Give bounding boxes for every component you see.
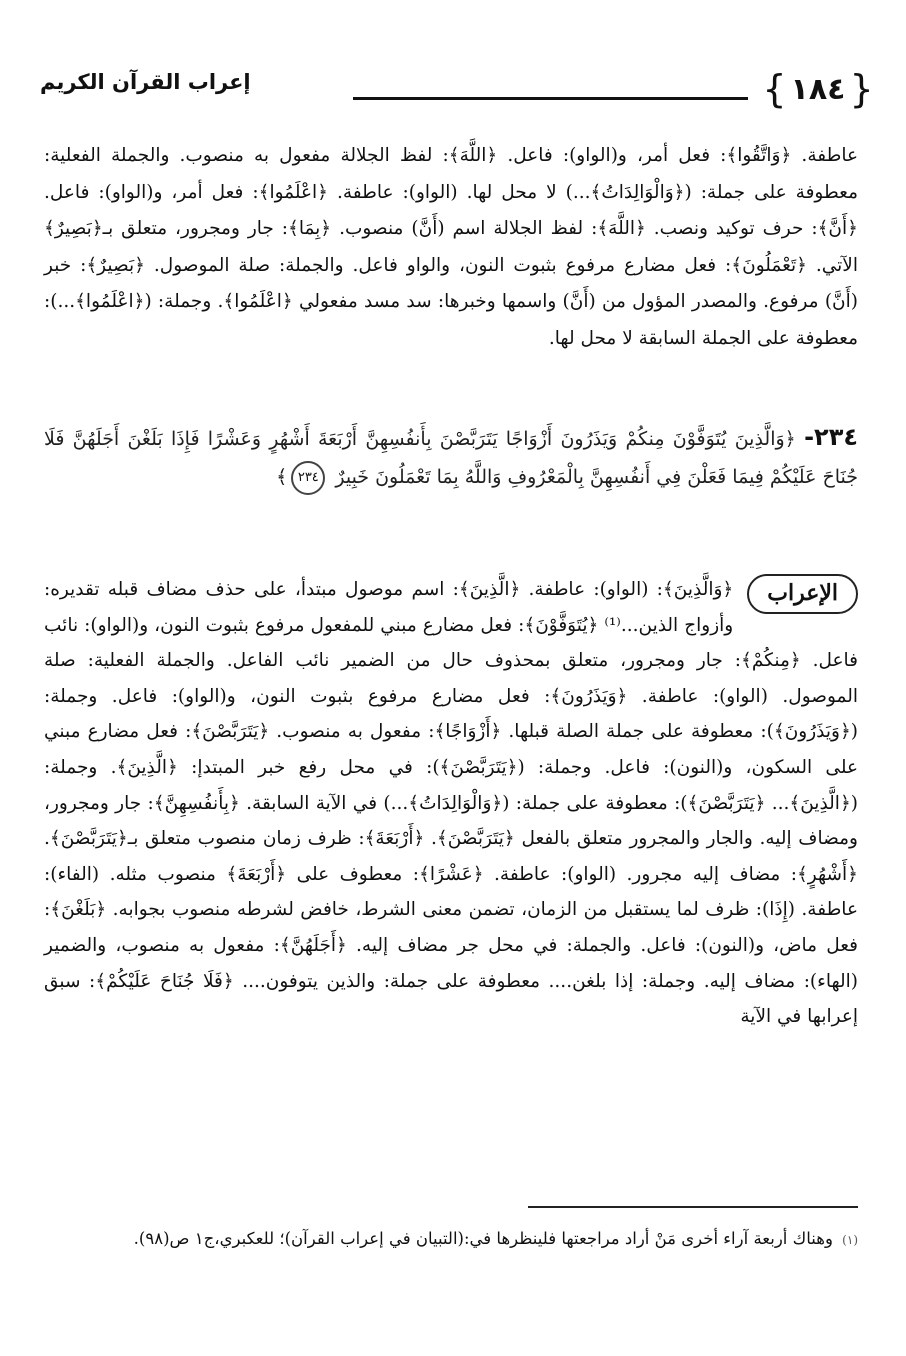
verse-text: ﴿وَالَّذِينَ يُتَوَفَّوْنَ مِنكُمْ وَيَذَرُونَ أَزْوَاجًا يَتَرَبَّصْنَ بِأَنفُسِهِنَّ أَرْبَعَةَ أَشْهُرٍ وَعَشْرًا فَإِذَا بَلَغْنَ أَجَلَهُنَّ فَلَا جُنَاحَ عَلَيْكُمْ فِيمَا فَعَلْنَ فِي أَنفُسِهِنَّ بِالْمَعْرُوفِ وَاللَّهُ بِمَا تَعْمَلُونَ خَبِيرٌ	[44, 428, 858, 488]
page-number-value: ١٨٤	[790, 71, 846, 107]
footnote-text: وهناك أربعة آراء أخرى مَنْ أراد مراجعتها فلينظرها في:(التبيان في إعراب القرآن)؛ للعكبري،ج١ ص(٩٨).	[133, 1229, 833, 1248]
page-number	[762, 66, 874, 112]
page-header	[40, 60, 874, 130]
quran-verse	[44, 418, 858, 496]
footnote-marker: (١)	[842, 1233, 858, 1247]
irab-text: ﴿وَالَّذِينَ﴾: (الواو): عاطفة. ﴿الَّذِينَ﴾: اسم موصول مبتدأ، على حذف مضاف قبله تقديره: وأزواج الذين...⁽¹⁾ ﴿يُتَوَفَّوْنَ﴾: فعل مضارع مبني للمفعول مرفوع بثبوت النون، و(الواو): نائب فاعل. ﴿مِنكُمْ﴾: جار ومجرور، متعلق بمحذوف حال من الضمير نائب الفاعل. والجملة الفعلية: صلة الموصول. (الواو): عاطفة. ﴿وَيَذَرُونَ﴾: فعل مضارع مرفوع بثبوت النون، و(الواو): فاعل. وجملة: (﴿وَيَذَرُونَ﴾): معطوفة على جملة الصلة قبلها. ﴿أَزْوَاجًا﴾: مفعول به منصوب. ﴿يَتَرَبَّصْنَ﴾: فعل مضارع مبني على السكون، و(النون): فاعل. وجملة: (﴿يَتَرَبَّصْنَ﴾): في محل رفع خبر المبتدإ: ﴿الَّذِينَ﴾. وجملة: (﴿الَّذِينَ﴾... ﴿يَتَرَبَّصْنَ﴾): معطوفة على جملة: (﴿وَالْوَالِدَاتُ﴾...) في الآية السابقة. ﴿بِأَنفُسِهِنَّ﴾: جار ومجرور، ومضاف إليه. والجار والمجرور متعلق بالفعل ﴿يَتَرَبَّصْنَ﴾. ﴿أَرْبَعَةَ﴾: ظرف زمان منصوب متعلق بـ﴿يَتَرَبَّصْنَ﴾. ﴿أَشْهُرٍ﴾: مضاف إليه مجرور. (الواو): عاطفة. ﴿عَشْرًا﴾: معطوف على ﴿أَرْبَعَةَ﴾ منصوب مثله. (الفاء): عاطفة. (إِذَا): ظرف لما يستقبل من الزمان، تضمن معنى الشرط، خافض لشرطه منصوب بجوابه. ﴿بَلَغْنَ﴾: فعل ماض، و(النون): فاعل. والجملة: في محل جر مضاف إليه. ﴿أَجَلَهُنَّ﴾: مفعول به منصوب، والضمير (الهاء): مضاف إليه. وجملة: إذا بلغن.... معطوفة على جملة: والذين يتوفون.... ﴿فَلَا جُنَاحَ عَلَيْكُمْ﴾: سبق إعرابها في الآية	[44, 579, 858, 1028]
verse-number: ٢٣٤-	[804, 423, 858, 451]
verse-closing-bracket: ﴾	[276, 466, 288, 488]
header-rule	[353, 97, 748, 100]
irab-heading-badge: الإعراب	[747, 574, 858, 614]
verse-end-marker: ٢٣٤	[291, 461, 325, 495]
paragraph-continuation: عاطفة. ﴿وَاتَّقُوا﴾: فعل أمر، و(الواو): فاعل. ﴿اللَّهَ﴾: لفظ الجلالة مفعول به منصوب. والجملة الفعلية: معطوفة على جملة: (﴿وَالْوَالِدَاتُ﴾...) لا محل لها. (الواو): عاطفة. ﴿اعْلَمُوا﴾: فعل أمر، و(الواو): فاعل. ﴿أَنَّ﴾: حرف توكيد ونصب. ﴿اللَّهَ﴾: لفظ الجلالة اسم (أَنَّ) منصوب. ﴿بِمَا﴾: جار ومجرور، متعلق بـ﴿بَصِيرٌ﴾ الآتي. ﴿تَعْمَلُونَ﴾: فعل مضارع مرفوع بثبوت النون، والواو فاعل. والجملة: صلة الموصول. ﴿بَصِيرٌ﴾: خبر (أَنَّ) مرفوع. والمصدر المؤول من (أَنَّ) واسمها وخبرها: سد مسد مفعولي ﴿اعْلَمُوا﴾. وجملة: (﴿اعْلَمُوا﴾...): معطوفة على الجملة السابقة لا محل لها.	[44, 145, 858, 349]
bracket-right: {	[849, 67, 874, 111]
book-title: إعراب القرآن الكريم	[40, 70, 251, 94]
irab-section	[44, 572, 858, 1035]
bracket-left: }	[762, 67, 787, 111]
footnote-rule	[528, 1206, 858, 1208]
footnote	[60, 1222, 858, 1257]
